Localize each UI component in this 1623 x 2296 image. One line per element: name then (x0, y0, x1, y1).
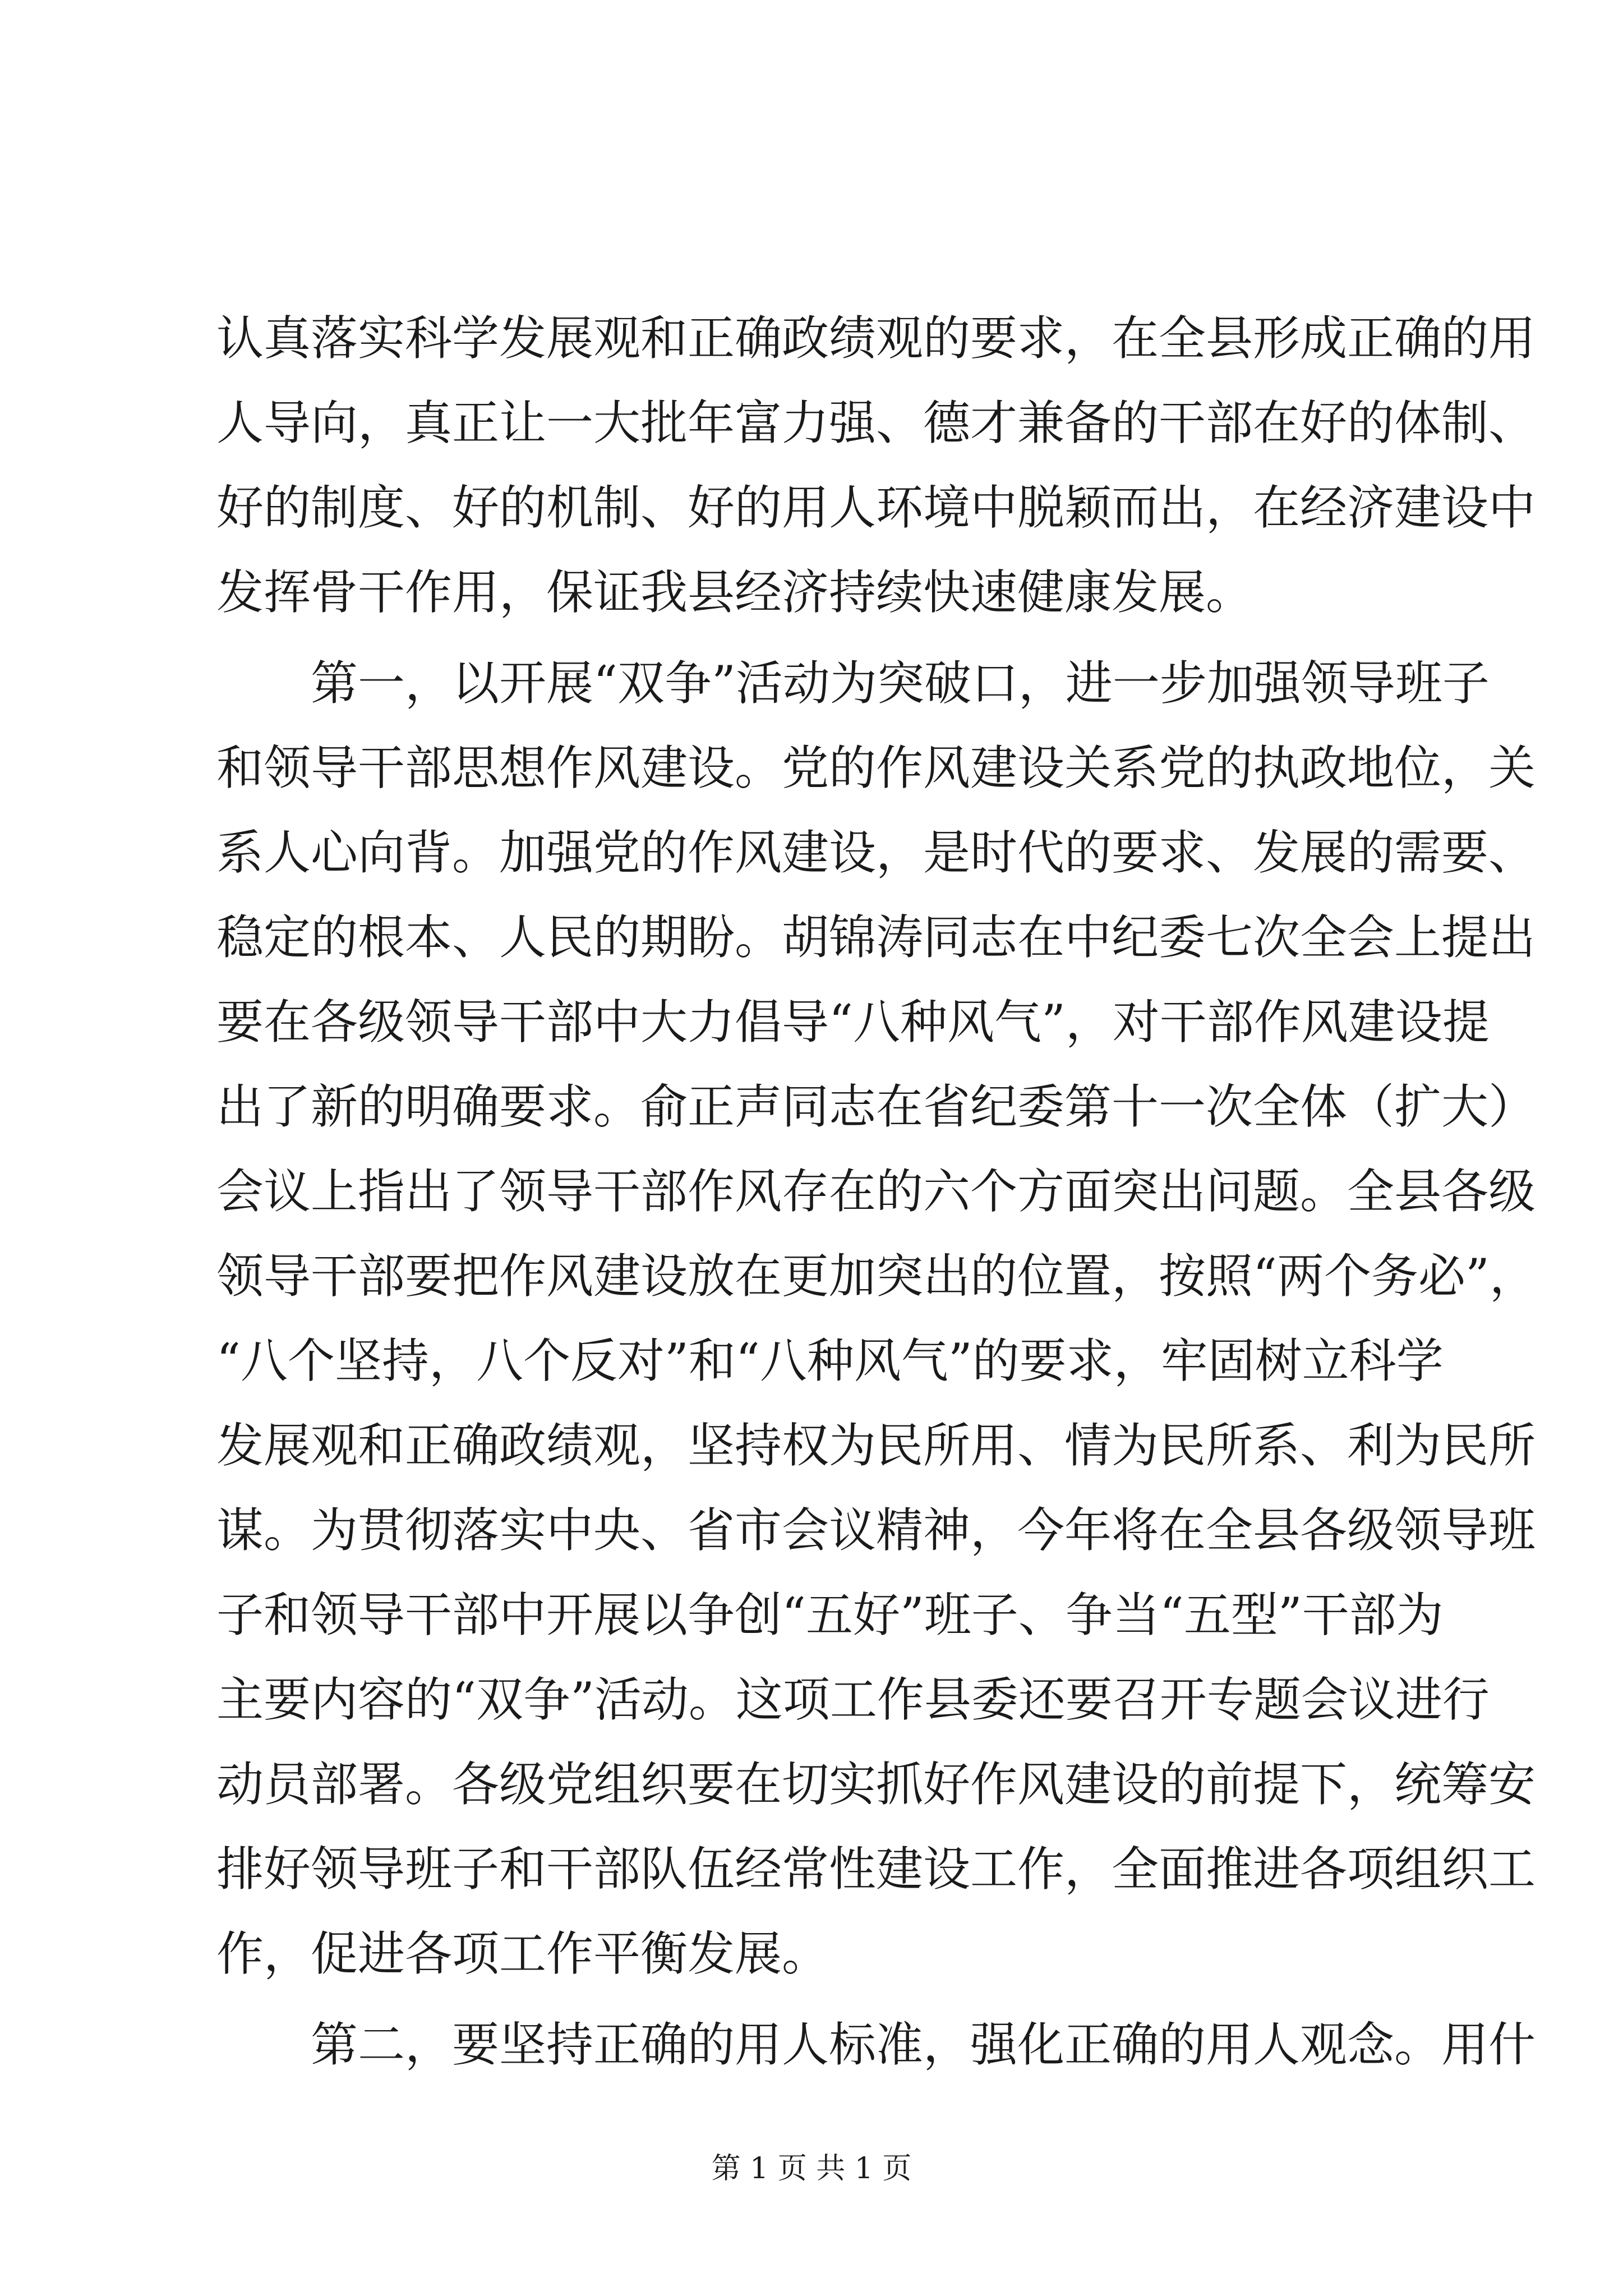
text-line: 人导向，真正让一大批年富力强、德才兼备的干部在好的体制、 (216, 395, 1536, 450)
text-line: 谋。为贯彻落实中央、省市会议精神，今年将在全县各级领导班 (216, 1503, 1536, 1558)
text-line: 好的制度、好的机制、好的用人环境中脱颖而出，在经济建设中 (216, 480, 1536, 535)
paragraph-first-line: 第一，以开展“双争”活动为突破口，进一步加强领导班子 (311, 656, 1490, 711)
page-footer: 第 1 页 共 1 页 (711, 2152, 912, 2185)
text-line: 系人心向背。加强党的作风建设，是时代的要求、发展的需要、 (216, 825, 1536, 880)
text-line: 认真落实科学发展观和正确政绩观的要求，在全县形成正确的用 (216, 311, 1536, 366)
text-line: 和领导干部思想作风建设。党的作风建设关系党的执政地位，关 (216, 740, 1536, 795)
document-body (216, 296, 1537, 2087)
text-line: 要在各级领导干部中大力倡导“八种风气”，对干部作风建设提 (216, 995, 1490, 1050)
text-line: 子和领导干部中开展以争创“五好”班子、争当“五型”干部为 (216, 1588, 1444, 1642)
text-line: 动员部署。各级党组织要在切实抓好作风建设的前提下，统筹安 (216, 1757, 1536, 1812)
text-line: 作，促进各项工作平衡发展。 (216, 1926, 829, 1981)
text-line: 会议上指出了领导干部作风存在的六个方面突出问题。全县各级 (216, 1164, 1536, 1219)
text-line: 领导干部要把作风建设放在更加突出的位置，按照“两个务必”， (216, 1249, 1537, 1304)
text-line: 出了新的明确要求。俞正声同志在省纪委第十一次全体（扩大） (216, 1079, 1536, 1134)
text-line: 排好领导班子和干部队伍经常性建设工作，全面推进各项组织工 (216, 1842, 1536, 1897)
text-line: 发展观和正确政绩观，坚持权为民所用、情为民所系、利为民所 (216, 1418, 1536, 1473)
text-line: 稳定的根本、人民的期盼。胡锦涛同志在中纪委七次全会上提出 (216, 910, 1536, 965)
text-line: “八个坚持，八个反对”和“八种风气”的要求，牢固树立科学 (216, 1333, 1444, 1388)
text-line: 主要内容的“双争”活动。这项工作县委还要召开专题会议进行 (216, 1672, 1490, 1727)
text-line: 发挥骨干作用，保证我县经济持续快速健康发展。 (216, 565, 1253, 620)
paragraph-first-line: 第二，要坚持正确的用人标准，强化正确的用人观念。用什 (311, 2017, 1536, 2072)
